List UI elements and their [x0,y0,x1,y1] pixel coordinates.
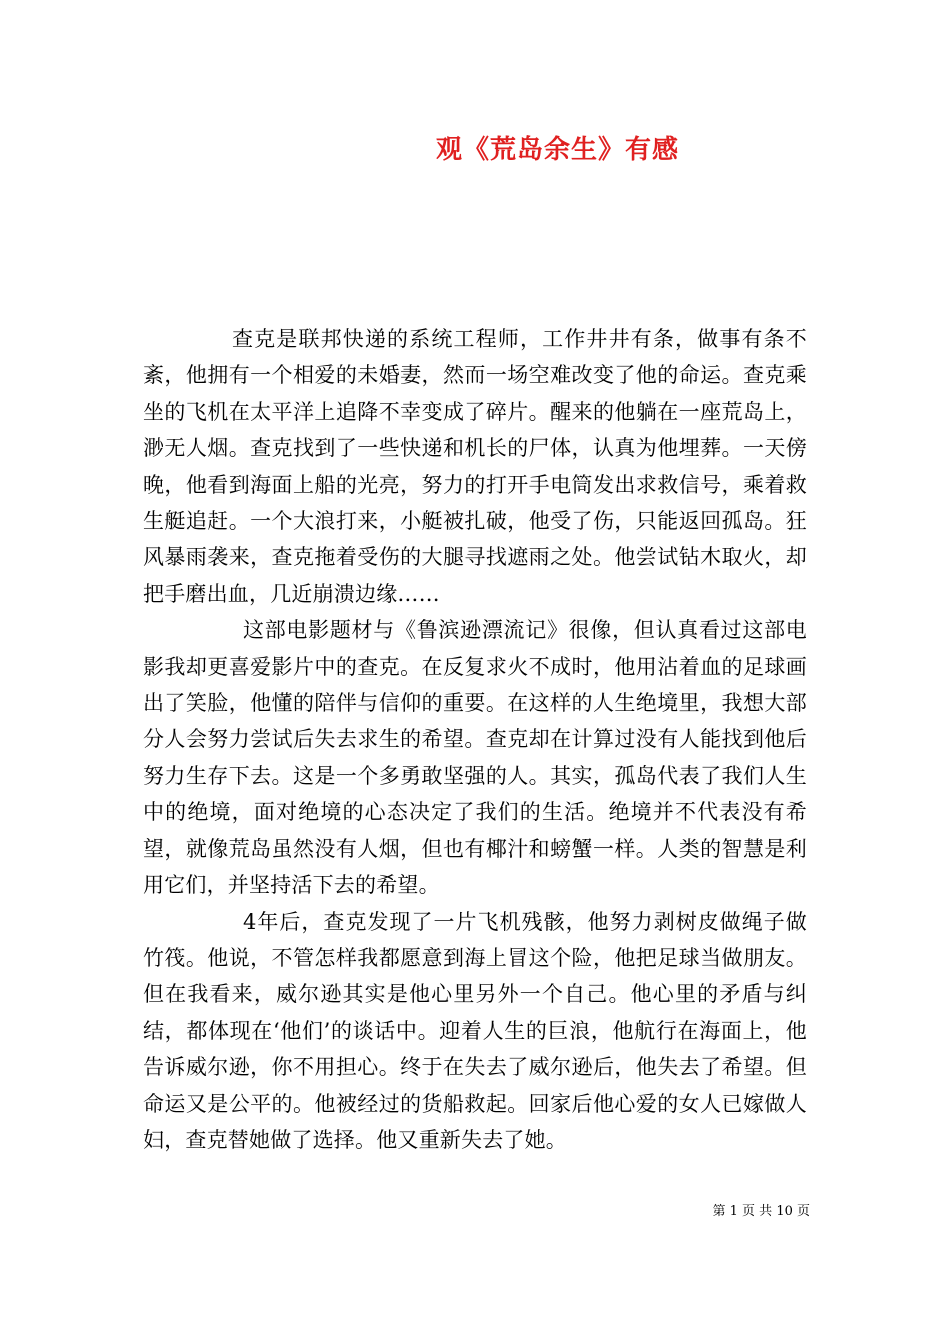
page-number-footer: 第 1 页 共 10 页 [712,1204,810,1219]
document-title: 观《荒岛余生》有感 [435,135,679,165]
body-paragraph-3: 4年后，查克发现了一片飞机残骸，他努力剥树皮做绳子做竹筏。他说，不管怎样我都愿意到海上冒这个险，他把足球当做朋友。但在我看来，威尔逊其实是他心里另外一个自己。他心里的矛盾与纠结，都体现在‘他们’的谈话中。迎着人生的巨浪，他航行在海面上，他告诉威尔逊，你不用担心。终于在失去了威尔逊后，他失去了希望。但命运又是公平的。他被经过的货船救起。回家后他心爱的女人已嫁做人妇，查克替她做了选择。他又重新失去了她。 [143,909,807,1152]
body-paragraph-1: 查克是联邦快递的系统工程师，工作井井有条，做事有条不紊，他拥有一个相爱的未婚妻，然而一场空难改变了他的命运。查克乘坐的飞机在太平洋上追降不幸变成了碎片。醒来的他躺在一座荒岛上，渺无人烟。查克找到了一些快递和机长的尸体，认真为他埋葬。一天傍晚，他看到海面上船的光亮，努力的打开手电筒发出求救信号，乘着救生艇追赶。一个大浪打来，小艇被扎破，他受了伤，只能返回孤岛。狂风暴雨袭来，查克拖着受伤的大腿寻找遮雨之处。他尝试钻木取火，却把手磨出血，几近崩溃边缘…… [143,327,807,606]
body-paragraph-2: 这部电影题材与《鲁滨逊漂流记》很像，但认真看过这部电影我却更喜爱影片中的查克。在反复求火不成时，他用沾着血的足球画出了笑脸，他懂的陪伴与信仰的重要。在这样的人生绝境里，我想大部分人会努力尝试后失去求生的希望。查克却在计算过没有人能找到他后努力生存下去。这是一个多勇敢坚强的人。其实，孤岛代表了我们人生中的绝境，面对绝境的心态决定了我们的生活。绝境并不代表没有希望，就像荒岛虽然没有人烟，但也有椰汁和螃蟹一样。人类的智慧是利用它们，并坚持活下去的希望。 [143,618,807,898]
document-body [143,321,807,1158]
